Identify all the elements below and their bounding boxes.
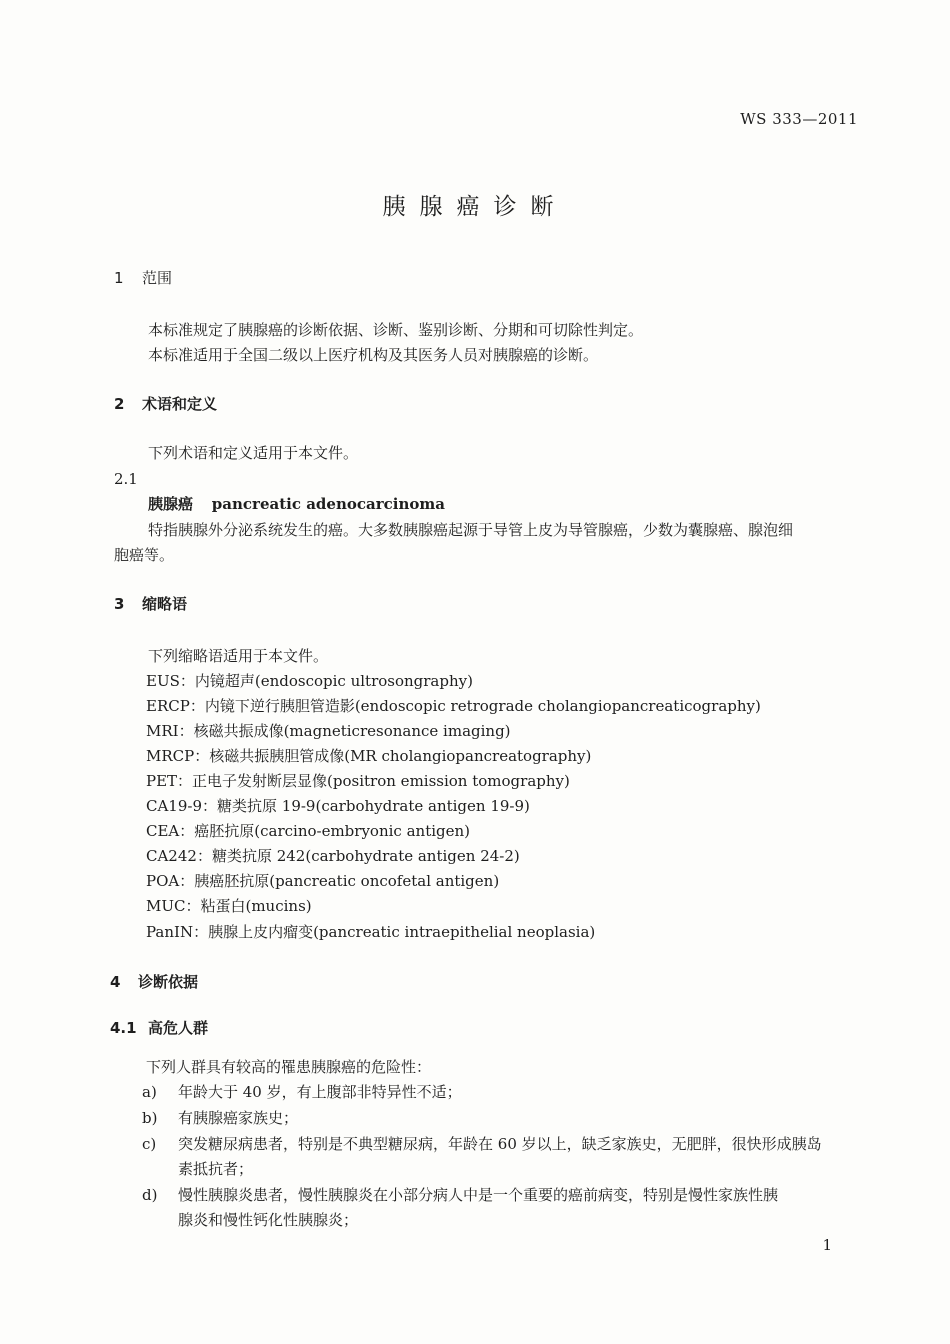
section-1-paragraph-1: 本标准规定了胰腺癌的诊断依据、诊断、鉴别诊断、分期和可切除性判定。	[148, 321, 644, 339]
list-item: c) 突发糖尿病患者，特别是不典型糖尿病，年龄在 60 岁以上，缺乏家族史，无肥胖，很快形成胰岛	[142, 1135, 822, 1153]
section-2-intro: 下列术语和定义适用于本文件。	[148, 444, 359, 462]
subsection-4-1-heading: 4.1 高危人群	[110, 1019, 209, 1037]
standard-code: WS 333—2011	[740, 110, 858, 128]
term-chinese: 胰腺癌	[148, 495, 194, 513]
document-title: 胰腺癌诊断	[382, 194, 568, 220]
section-3-intro: 下列缩略语适用于本文件。	[148, 647, 329, 665]
abbreviation-item: POA：胰癌胚抗原(pancreatic oncofetal antigen)	[146, 872, 500, 890]
list-item: a) 年龄大于 40 岁，有上腹部非特异性不适；	[142, 1083, 462, 1101]
subsection-4-1-intro: 下列人群具有较高的罹患胰腺癌的危险性：	[146, 1058, 432, 1076]
section-4-heading: 4 诊断依据	[110, 973, 199, 991]
term-english: pancreatic adenocarcinoma	[211, 495, 445, 513]
abbreviation-item: CA242：糖类抗原 242(carbohydrate antigen 24-2)	[146, 847, 520, 865]
list-item-continuation: 腺炎和慢性钙化性胰腺炎；	[178, 1211, 359, 1229]
abbreviation-item: EUS：内镜超声(endoscopic ultrosongraphy)	[146, 672, 473, 690]
abbreviation-item: PanIN：胰腺上皮内瘤变(pancreatic intraepithelial neoplasia)	[146, 923, 596, 941]
term-definition-line-2: 胞癌等。	[114, 546, 175, 564]
list-item-continuation: 素抵抗者；	[178, 1160, 254, 1178]
list-item: d) 慢性胰腺炎患者，慢性胰腺炎在小部分病人中是一个重要的癌前病变，特别是慢性家族性胰	[142, 1186, 779, 1204]
section-3-heading: 3 缩略语	[114, 595, 188, 613]
abbreviation-item: ERCP：内镜下逆行胰胆管造影(endoscopic retrograde cholangiopancreaticography)	[146, 697, 761, 715]
abbreviation-item: PET：正电子发射断层显像(positron emission tomography)	[146, 772, 570, 790]
section-2-heading: 2 术语和定义	[114, 395, 218, 413]
page-number: 1	[822, 1236, 832, 1254]
list-item: b) 有胰腺癌家族史；	[142, 1109, 299, 1127]
abbreviation-item: CA19-9：糖类抗原 19-9(carbohydrate antigen 19-9)	[146, 797, 530, 815]
abbreviation-item: CEA：癌胚抗原(carcino-embryonic antigen)	[146, 822, 471, 840]
abbreviation-item: MRI：核磁共振成像(magneticresonance imaging)	[146, 722, 511, 740]
term-definition-line-1: 特指胰腺外分泌系统发生的癌。大多数胰腺癌起源于导管上皮为导管腺癌，少数为囊腺癌、腺泡细	[148, 521, 794, 539]
section-1-heading: 1 范围	[114, 269, 173, 287]
subsection-2-1-number: 2.1	[114, 470, 138, 488]
term-line	[148, 494, 445, 514]
abbreviation-item: MRCP：核磁共振胰胆管成像(MR cholangiopancreatography)	[146, 747, 592, 765]
abbreviation-item: MUC：粘蛋白(mucins)	[146, 897, 312, 915]
section-1-paragraph-2: 本标准适用于全国二级以上医疗机构及其医务人员对胰腺癌的诊断。	[148, 346, 599, 364]
